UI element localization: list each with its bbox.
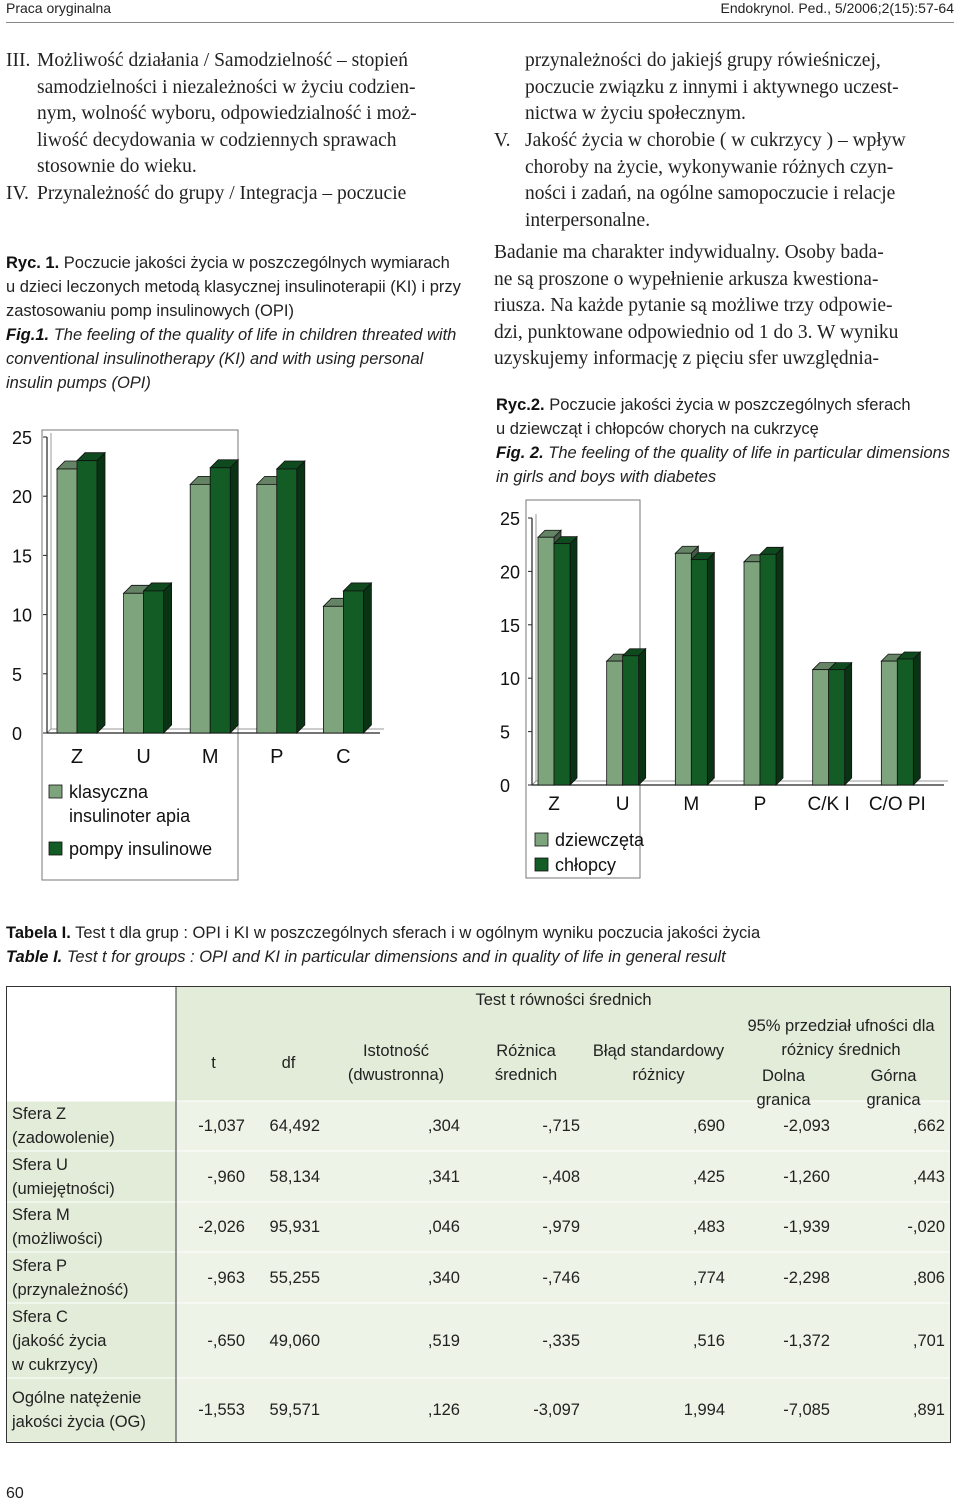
bar-front bbox=[813, 670, 829, 785]
col-header-diff: średnich bbox=[494, 1066, 558, 1084]
table-cell: 1,994 bbox=[683, 1401, 725, 1419]
y-tick-label: 0 bbox=[12, 724, 23, 744]
caption-line: u dzieci leczonych metodą klasycznej insulinoterapii (KI) i przy bbox=[6, 278, 461, 296]
legend-label: pompy insulinowe bbox=[69, 839, 213, 859]
bar-side bbox=[297, 461, 305, 733]
bar bbox=[77, 453, 105, 733]
bar-front bbox=[829, 670, 845, 785]
bar-side bbox=[845, 663, 852, 785]
bar-front bbox=[124, 593, 144, 733]
table-cell: -,746 bbox=[542, 1268, 580, 1287]
header-rule bbox=[6, 22, 954, 23]
text-line: Przynależność do grupy / Integracja – poczucie bbox=[37, 183, 407, 204]
bar-front bbox=[897, 659, 913, 785]
col-header-t: t bbox=[211, 1054, 216, 1072]
y-tick-label: 15 bbox=[12, 546, 33, 567]
bar-side bbox=[639, 649, 646, 785]
bar bbox=[623, 649, 646, 785]
row-label: (umiejętności) bbox=[12, 1179, 115, 1198]
row-label: Sfera C bbox=[12, 1307, 68, 1326]
table-cell: ,519 bbox=[427, 1331, 460, 1350]
list-item-v bbox=[494, 128, 956, 234]
bar-front bbox=[210, 468, 230, 733]
y-tick-label: 0 bbox=[500, 776, 511, 796]
table-cell: -2,026 bbox=[198, 1218, 245, 1236]
figure-2-caption bbox=[496, 393, 956, 489]
x-tick-label: C/O PI bbox=[868, 794, 926, 815]
table-cell: 59,571 bbox=[269, 1401, 320, 1419]
table-cell: -1,372 bbox=[783, 1331, 830, 1350]
page-number: 60 bbox=[6, 1485, 24, 1502]
text-line: choroby na życie, wykonywanie różnych czyn- bbox=[525, 156, 894, 178]
stats-table bbox=[6, 986, 951, 1446]
table-cell: -1,939 bbox=[783, 1218, 830, 1236]
table-cell: -2,298 bbox=[783, 1268, 830, 1287]
table-cell: -,963 bbox=[207, 1268, 245, 1287]
y-tick-label: 15 bbox=[500, 615, 521, 636]
table-cell: -1,553 bbox=[198, 1401, 245, 1419]
caption-line: u dziewcząt i chłopców chorych na cukrzycę bbox=[496, 420, 819, 438]
text-line: poczucie związku z innymi i aktywnego uczest- bbox=[525, 76, 899, 98]
text-line: ne są proszone o wypełnienie arkusza kwestiona- bbox=[494, 268, 879, 290]
col-header-ci-high: Górna bbox=[870, 1067, 917, 1085]
list-item-iii bbox=[6, 48, 468, 181]
y-tick-label: 5 bbox=[12, 664, 23, 685]
legend-label: klasyczna bbox=[69, 782, 149, 802]
row-label: Sfera M bbox=[12, 1206, 70, 1224]
text-line: Badanie ma charakter indywidualny. Osoby bada- bbox=[494, 242, 884, 263]
bar-side bbox=[230, 460, 238, 733]
bar-front bbox=[77, 461, 97, 733]
x-tick-label: Z bbox=[548, 794, 560, 815]
bar bbox=[210, 460, 238, 733]
method-paragraph bbox=[494, 240, 956, 373]
table-cell: ,483 bbox=[692, 1218, 725, 1236]
table-title-text-en: Test t for groups : OPI and KI in particular dimensions and in quality of life in general result bbox=[66, 948, 726, 966]
y-tick-label: 25 bbox=[12, 428, 33, 448]
bar-front bbox=[760, 554, 776, 785]
text-line: riusza. Na każde pytanie są możliwe trzy odpowie- bbox=[494, 295, 893, 316]
row-label: w cukrzycy) bbox=[12, 1355, 99, 1374]
list-number: V. bbox=[494, 130, 511, 151]
table-cell: -,715 bbox=[542, 1117, 580, 1135]
bar-front bbox=[607, 661, 623, 785]
row-label: Ogólne natężenie bbox=[12, 1389, 142, 1407]
bar-side bbox=[570, 537, 577, 785]
legend-label: dziewczęta bbox=[555, 830, 645, 850]
table-cell: -3,097 bbox=[533, 1401, 580, 1419]
figure-label: Ryc. 1. bbox=[6, 254, 60, 272]
bar-front bbox=[277, 469, 297, 733]
table-cell: ,662 bbox=[912, 1117, 945, 1135]
caption-line bbox=[6, 921, 956, 945]
bar-chart-1 bbox=[0, 410, 480, 880]
table-cell: 64,492 bbox=[269, 1117, 320, 1135]
table-label-en: Table I. bbox=[6, 948, 63, 966]
legend-swatch bbox=[535, 858, 548, 871]
caption-text: Poczucie jakości życia w poszczególnych sferach bbox=[549, 396, 911, 414]
text-line: interpersonalne. bbox=[525, 209, 651, 231]
bar bbox=[691, 553, 714, 785]
bar bbox=[144, 583, 172, 733]
list-item-text bbox=[37, 48, 468, 181]
x-tick-label: Z bbox=[70, 746, 84, 768]
bar-front bbox=[691, 560, 707, 785]
caption-line: insulin pumps (OPI) bbox=[6, 374, 151, 392]
text-line: ności i zadań, na ogólne samopoczucie i relacje bbox=[525, 183, 896, 204]
legend-swatch bbox=[49, 842, 62, 855]
caption-line bbox=[6, 251, 472, 275]
text-line: Możliwość działania / Samodzielność – stopień bbox=[37, 50, 408, 71]
bar-front bbox=[623, 656, 639, 785]
table-label: Tabela I. bbox=[6, 924, 71, 942]
list-item-text bbox=[525, 128, 956, 234]
table-title-text: Test t dla grup : OPI i KI w poszczególnych sferach i w ogólnym wyniku poczucia jakości życia bbox=[75, 924, 761, 942]
text-line: uzyskujemy informację z pięciu sfer uwzględnia- bbox=[494, 348, 879, 369]
row-label: (jakość życia bbox=[12, 1331, 107, 1350]
col-header-ci-low: granica bbox=[756, 1091, 811, 1109]
x-tick-label: M bbox=[683, 794, 700, 815]
figure-label-en: Fig. 2. bbox=[496, 444, 544, 462]
table-cell: -,650 bbox=[207, 1331, 245, 1350]
bar bbox=[829, 663, 852, 785]
text-line: dzi, punktowane odpowiednio od 1 do 3. W wyniku bbox=[494, 321, 899, 343]
text-line: przynależności do jakiejś grupy rówieśniczej, bbox=[525, 50, 881, 71]
table-cell: -,960 bbox=[207, 1167, 245, 1186]
text-line: liwość decydowania w codziennych sprawach bbox=[37, 129, 397, 151]
caption-line: conventional insulinotherapy (KI) and with using personal bbox=[6, 350, 424, 368]
bar-side bbox=[97, 453, 105, 733]
caption-line: zastosowaniu pomp insulinowych (OPI) bbox=[6, 302, 294, 320]
y-tick-label: 20 bbox=[12, 487, 33, 508]
text-line: Jakość życia w chorobie ( w cukrzycy ) – wpływ bbox=[525, 130, 906, 151]
x-tick-label: P bbox=[753, 794, 767, 815]
bar-front bbox=[343, 591, 363, 733]
caption-line bbox=[496, 441, 956, 465]
bar-front bbox=[744, 562, 760, 785]
table-cell: -,020 bbox=[907, 1218, 945, 1236]
list-item-iv bbox=[6, 181, 468, 208]
col-header-ci: 95% przedział ufności dla bbox=[747, 1017, 935, 1035]
caption-line bbox=[6, 945, 956, 969]
col-header-err: różnicy bbox=[632, 1066, 685, 1084]
text-line: stosownie do wieku. bbox=[37, 156, 197, 177]
col-header-ci-low: Dolna bbox=[761, 1067, 806, 1085]
col-header-err: Błąd standardowy bbox=[592, 1042, 725, 1060]
figure-1-caption bbox=[6, 251, 472, 395]
bar-side bbox=[707, 553, 714, 785]
text-line: nictwa w życiu społecznym. bbox=[525, 103, 746, 124]
legend-swatch bbox=[535, 833, 548, 846]
bar-front bbox=[57, 469, 77, 733]
table-cell: ,891 bbox=[912, 1401, 945, 1419]
running-head-right: Endokrynol. Ped., 5/2006;2(15):57-64 bbox=[720, 0, 954, 16]
running-head-left: Praca oryginalna bbox=[6, 0, 112, 16]
bar-side bbox=[913, 652, 920, 785]
caption-text: Poczucie jakości życia w poszczególnych wymiarach bbox=[63, 254, 450, 272]
table-cell: ,341 bbox=[427, 1167, 460, 1186]
bar-front bbox=[144, 591, 164, 733]
row-label: Sfera U bbox=[12, 1155, 68, 1174]
col-header-df: df bbox=[281, 1054, 296, 1072]
bar bbox=[897, 652, 920, 785]
group-header: Test t równości średnich bbox=[475, 991, 652, 1009]
bar-front bbox=[257, 484, 277, 733]
legend-swatch bbox=[49, 785, 62, 798]
table-cell: ,304 bbox=[427, 1117, 460, 1135]
y-tick-label: 5 bbox=[500, 722, 511, 743]
row-label: Sfera Z bbox=[12, 1105, 67, 1123]
table-cell: ,046 bbox=[427, 1218, 460, 1236]
table-cell: ,690 bbox=[692, 1117, 725, 1135]
bar-chart-2 bbox=[480, 500, 960, 890]
table-cell: ,516 bbox=[692, 1331, 725, 1350]
bar bbox=[554, 537, 577, 785]
bar-side bbox=[776, 547, 783, 785]
y-tick-label: 20 bbox=[500, 562, 521, 583]
bar bbox=[343, 583, 371, 733]
bar-front bbox=[675, 553, 691, 785]
row-label: (możliwości) bbox=[12, 1230, 103, 1248]
table-title bbox=[6, 921, 956, 969]
legend-label: chłopcy bbox=[555, 855, 617, 875]
table-cell: ,443 bbox=[912, 1167, 945, 1186]
caption-line: in girls and boys with diabetes bbox=[496, 468, 717, 486]
table-cell: 95,931 bbox=[269, 1218, 320, 1236]
figure-label: Ryc.2. bbox=[496, 396, 545, 414]
row-label: Sfera P bbox=[12, 1256, 68, 1275]
figure-label-en: Fig.1. bbox=[6, 326, 50, 344]
row-label: (zadowolenie) bbox=[12, 1129, 115, 1147]
bar bbox=[277, 461, 305, 733]
y-tick-label: 10 bbox=[500, 669, 521, 690]
table-cell: -7,085 bbox=[783, 1401, 830, 1419]
table-cell: -1,037 bbox=[198, 1117, 245, 1135]
caption-text-en: The feeling of the quality of life in particular dimensions bbox=[548, 444, 950, 462]
row-label: (przynależność) bbox=[12, 1280, 129, 1299]
col-header-sig: Istotność bbox=[362, 1042, 430, 1060]
y-tick-label: 10 bbox=[12, 605, 33, 626]
col-header-ci-high: granica bbox=[866, 1091, 921, 1109]
list-number: IV. bbox=[6, 183, 29, 204]
table-cell: ,774 bbox=[692, 1268, 725, 1287]
x-tick-label: U bbox=[615, 794, 630, 815]
y-tick-label: 25 bbox=[500, 509, 521, 529]
table-cell: 55,255 bbox=[269, 1268, 320, 1287]
col-header-diff: Różnica bbox=[496, 1042, 556, 1060]
list-number: III. bbox=[6, 50, 31, 71]
list-item-text bbox=[37, 181, 468, 208]
bar-front bbox=[554, 544, 570, 785]
table-cell: -1,260 bbox=[783, 1167, 830, 1186]
table-cell: ,701 bbox=[912, 1331, 945, 1350]
table-cell: ,806 bbox=[912, 1268, 945, 1287]
col-header-sig: (dwustronna) bbox=[347, 1066, 445, 1084]
row-label: jakości życia (OG) bbox=[12, 1413, 146, 1431]
bar bbox=[760, 547, 783, 785]
bar-front bbox=[323, 606, 343, 733]
x-tick-label: P bbox=[270, 746, 284, 768]
x-tick-label: M bbox=[201, 746, 219, 768]
caption-text-en: The feeling of the quality of life in children threated with bbox=[53, 326, 457, 344]
table-cell: ,340 bbox=[427, 1268, 460, 1287]
table-cell: ,126 bbox=[427, 1401, 460, 1419]
bar-front bbox=[190, 484, 210, 733]
legend-label: insulinoter apia bbox=[69, 806, 191, 826]
table-cell: -2,093 bbox=[783, 1117, 830, 1135]
bar-side bbox=[363, 583, 371, 733]
bar-side bbox=[164, 583, 172, 733]
caption-line bbox=[6, 323, 472, 347]
caption-line bbox=[496, 393, 956, 417]
text-line: nym, wolność wyboru, odpowiedzialność i moż- bbox=[37, 103, 417, 124]
x-tick-label: C/K I bbox=[807, 794, 850, 815]
x-tick-label: C bbox=[336, 746, 351, 768]
list-item-iv-continued bbox=[525, 48, 955, 128]
table-cell: 58,134 bbox=[269, 1167, 320, 1186]
table-cell: -,335 bbox=[542, 1331, 580, 1350]
table-cell: ,425 bbox=[692, 1167, 725, 1186]
bar-front bbox=[881, 661, 897, 785]
bar-front bbox=[538, 537, 554, 785]
text-line: samodzielności i niezależności w życiu codzien- bbox=[37, 76, 416, 98]
table-cell: 49,060 bbox=[269, 1331, 320, 1350]
x-tick-label: U bbox=[136, 746, 151, 768]
col-header-ci: różnicy średnich bbox=[781, 1041, 901, 1059]
table-cell: -,979 bbox=[542, 1218, 580, 1236]
table-cell: -,408 bbox=[542, 1167, 580, 1186]
